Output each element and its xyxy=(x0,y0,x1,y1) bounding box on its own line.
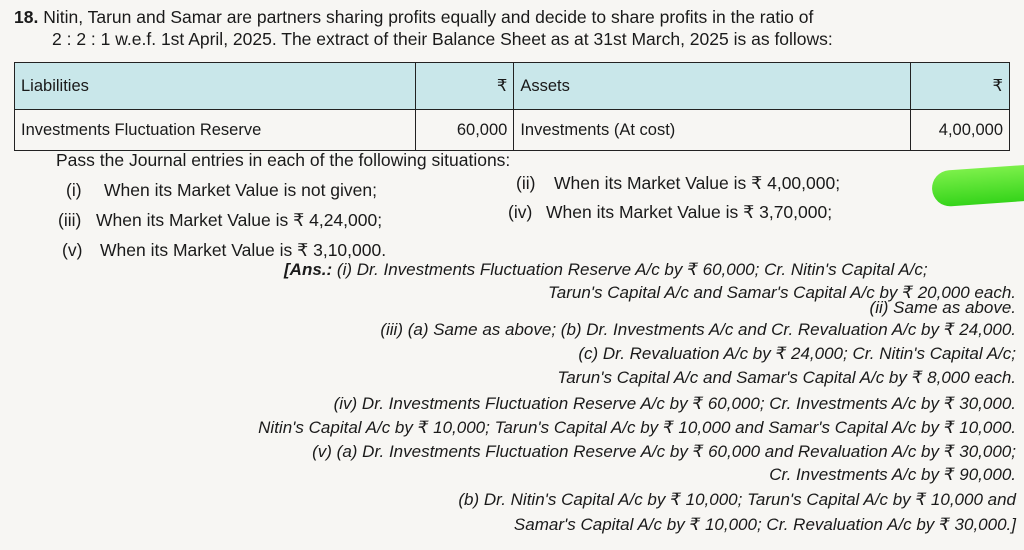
answer-line: Tarun's Capital A/c and Samar's Capital A/c by ₹ 20,000 each. xyxy=(547,283,1016,302)
header-assets: Assets xyxy=(514,63,911,110)
liability-name: Investments Fluctuation Reserve xyxy=(15,110,416,151)
situation-num: (i) xyxy=(66,180,82,200)
answer-line: (b) Dr. Nitin's Capital A/c by ₹ 10,000; Tarun's Capital A/c by ₹ 10,000 and xyxy=(458,490,1016,509)
answer-line: (v) (a) Dr. Investments Fluctuation Reserve A/c by ₹ 60,000 and Revaluation A/c by ₹ 30,000; xyxy=(312,442,1016,461)
situation-item xyxy=(62,240,386,261)
asset-name: Investments (At cost) xyxy=(514,110,911,151)
situation-text: When its Market Value is ₹ 3,70,000; xyxy=(546,202,833,222)
balance-sheet-table xyxy=(14,62,1010,151)
situation-item xyxy=(516,173,840,194)
answer-first-line xyxy=(284,260,928,280)
situation-text: When its Market Value is not given; xyxy=(104,180,377,200)
answer-line: (iii) (a) Same as above; (b) Dr. Investments A/c and Cr. Revaluation A/c by ₹ 24,000. xyxy=(380,320,1016,339)
asset-amount: 4,00,000 xyxy=(911,110,1010,151)
situation-item xyxy=(66,180,377,201)
header-rupee-2: ₹ xyxy=(911,63,1010,110)
situation-num: (ii) xyxy=(516,173,536,193)
situation-num: (iii) xyxy=(58,210,82,230)
answer-prefix: [Ans.: xyxy=(284,260,333,279)
situation-item xyxy=(508,202,832,223)
situation-text: When its Market Value is ₹ 4,24,000; xyxy=(96,210,383,230)
question-line-1: Nitin, Tarun and Samar are partners sharing profits equally and decide to share profits in the ratio of xyxy=(43,7,814,27)
answer-line: (c) Dr. Revaluation A/c by ₹ 24,000; Cr. Nitin's Capital A/c; xyxy=(578,344,1016,363)
answer-line: (iv) Dr. Investments Fluctuation Reserve A/c by ₹ 60,000; Cr. Investments A/c by ₹ 30,000. xyxy=(333,394,1016,413)
header-rupee-1: ₹ xyxy=(416,63,514,110)
situation-text: When its Market Value is ₹ 4,00,000; xyxy=(554,173,841,193)
question-line-2: 2 : 2 : 1 w.e.f. 1st April, 2025. The extract of their Balance Sheet as at 31st March, 2025 is as follows: xyxy=(52,29,833,49)
table-row xyxy=(15,110,1010,151)
answer-line: Cr. Investments A/c by ₹ 90,000. xyxy=(769,465,1016,484)
situation-num: (v) xyxy=(62,240,83,260)
answer-line: Tarun's Capital A/c and Samar's Capital A/c by ₹ 8,000 each. xyxy=(557,368,1016,387)
answer-line: Nitin's Capital A/c by ₹ 10,000; Tarun's Capital A/c by ₹ 10,000 and Samar's Capital A/c by ₹ 10,000. xyxy=(258,418,1016,437)
question-number: 18. xyxy=(14,7,39,27)
situation-num: (iv) xyxy=(508,202,533,222)
highlighter-marker-image xyxy=(931,165,1024,208)
situation-text: When its Market Value is ₹ 3,10,000. xyxy=(100,240,387,260)
answer-line: (ii) Same as above. xyxy=(869,298,1016,317)
answer-line: (i) Dr. Investments Fluctuation Reserve A/c by ₹ 60,000; Cr. Nitin's Capital A/c; xyxy=(336,260,928,279)
situation-item xyxy=(58,210,382,231)
header-liabilities: Liabilities xyxy=(15,63,416,110)
question-text xyxy=(14,6,1014,50)
answer-line: Samar's Capital A/c by ₹ 10,000; Cr. Revaluation A/c by ₹ 30,000.] xyxy=(513,515,1016,534)
liability-amount: 60,000 xyxy=(416,110,514,151)
table-header-row xyxy=(15,63,1010,110)
instruction-text: Pass the Journal entries in each of the following situations: xyxy=(56,150,511,170)
